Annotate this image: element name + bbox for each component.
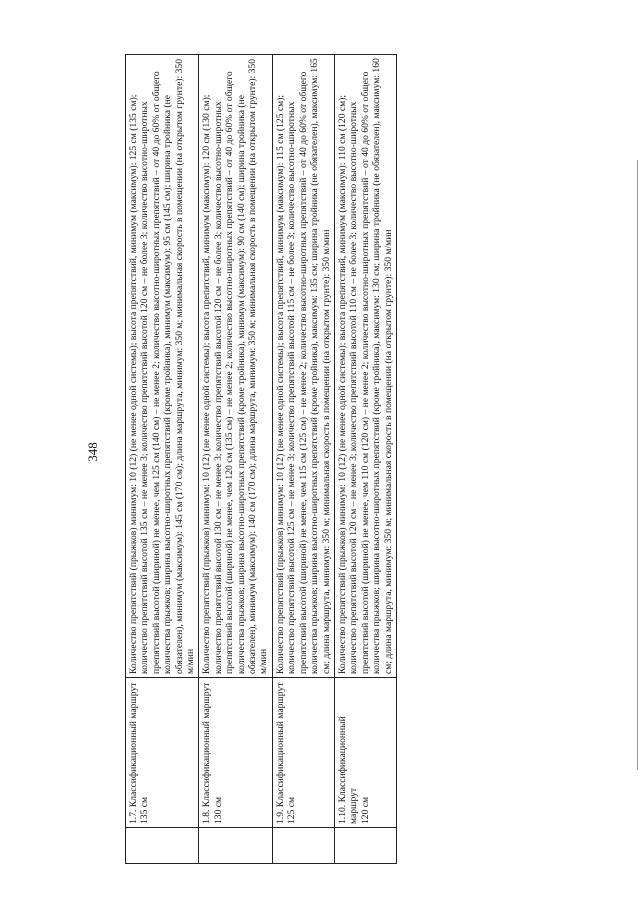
route-name-cell: [272, 678, 334, 828]
route-height: 120 см: [359, 796, 371, 824]
route-name-cell: [126, 678, 199, 828]
route-name-cell: [199, 678, 272, 828]
page-number: 348: [85, 442, 100, 462]
scan-edge-line: [637, 160, 638, 770]
empty-cell: [272, 828, 334, 864]
route-name: 1.7. Классификационный маршрут: [128, 682, 139, 824]
table-row: [272, 55, 334, 864]
route-description-cell: [334, 55, 396, 678]
empty-cell: [334, 828, 396, 864]
table-row: [126, 55, 199, 864]
table-row: [199, 55, 272, 864]
table-row: [334, 55, 396, 864]
route-description: Количество препятствий (прыжков) минимум: 10 (12) (не менее одной системы); высота препятствий, минимум (максимум): 120 см (130 см); количество препятствий высотой 130 см – не менее 3; количество препятствий высотой 120 см – не более 3; количество высотно-широтных препятствий высотой (шириной) не менее, чем 120 см (135 см) – не менее 2; количество высотно-широтных препятствий – от 40 до 60% от общего количества прыжков; ширина высотно-широтных препятствий (кроме тройника), минимум (максимум): 90 см (140 см); ширина тройника (не обязателен), минимум (максимум): 140 см (170 см); длина маршрута, минимум: 350 м; минимальная скорость в помещении (на открытом грунте): 350 м/мин: [201, 58, 270, 674]
route-name-cell: [334, 678, 396, 828]
route-height: 125 см: [286, 796, 298, 824]
classification-table: [125, 54, 397, 864]
route-height: 130 см: [212, 796, 224, 824]
route-description-cell: [126, 55, 199, 678]
route-description: Количество препятствий (прыжков) минимум: 10 (12) (не менее одной системы); высота препятствий, минимум (максимум): 125 см (135 см); количество препятствий высотой 135 см – не менее 3; количество препятствий высотой 120 см – не более 3; количество высотно-широтных препятствий высотой (шириной) не менее, чем 125 см (140 см) – не менее 2; количество высотно-широтных препятствий – от 40 до 60% от общего количества прыжков; ширина высотно-широтных препятствий (кроме тройника), минимум (максимум): 95 см (145 см); ширина тройника (не обязателен), минимум (максимум): 145 см (170 см); длина маршрута, минимум: 350 м; минимальная скорость в помещении (на открытом грунте): 350 м/мин: [128, 58, 197, 674]
route-description: Количество препятствий (прыжков) минимум: 10 (12) (не менее одной системы); высота препятствий, минимум (максимум): 115 см (125 см); количество препятствий высотой 125 см – не менее 3; количество препятствий высотой 115 см – не более 3; количество высотно-широтных препятствий высотой (шириной) не менее, чем 115 см (125 см) – не менее 2; количество высотно-широтных препятствий – от 40 до 60% от общего количества прыжков; ширина высотно-широтных препятствий (кроме тройника), максимум: 135 см; ширина тройника (не обязателен), максимум: 165 см; длина маршрута, минимум: 350 м; минимальная скорость в помещении (на открытом грунте): 350 м/мин: [274, 58, 332, 674]
route-name: 1.10. Классификационный маршрут: [336, 716, 360, 824]
route-description-cell: [272, 55, 334, 678]
route-name: 1.9. Классификационный маршрут: [274, 682, 286, 824]
rotated-page: [85, 32, 555, 872]
route-name: 1.8. Классификационный маршрут: [201, 682, 213, 824]
route-description: Количество препятствий (прыжков) минимум: 10 (12) (не менее одной системы); высота препятствий, минимум (максимум): 110 см (120 см); количество препятствий высотой 120 см – не менее 3; количество препятствий высотой 110 см – не более 3; количество высотно-широтных препятствий высотой (шириной) не менее, чем 110 см (120 см) – не менее 2; количество высотно-широтных препятствий – от 40 до 60% от общего количества прыжков; ширина высотно-широтных препятствий (кроме тройника), максимум: 130 см; ширина тройника (не обязателен), максимум: 160 см; длина маршрута, минимум: 350 м; минимальная скорость в помещении (на открытом грунте): 350 м/мин: [336, 58, 394, 674]
empty-cell: [126, 828, 199, 864]
route-description-cell: [199, 55, 272, 678]
empty-cell: [199, 828, 272, 864]
route-height: 135 см: [139, 796, 151, 824]
